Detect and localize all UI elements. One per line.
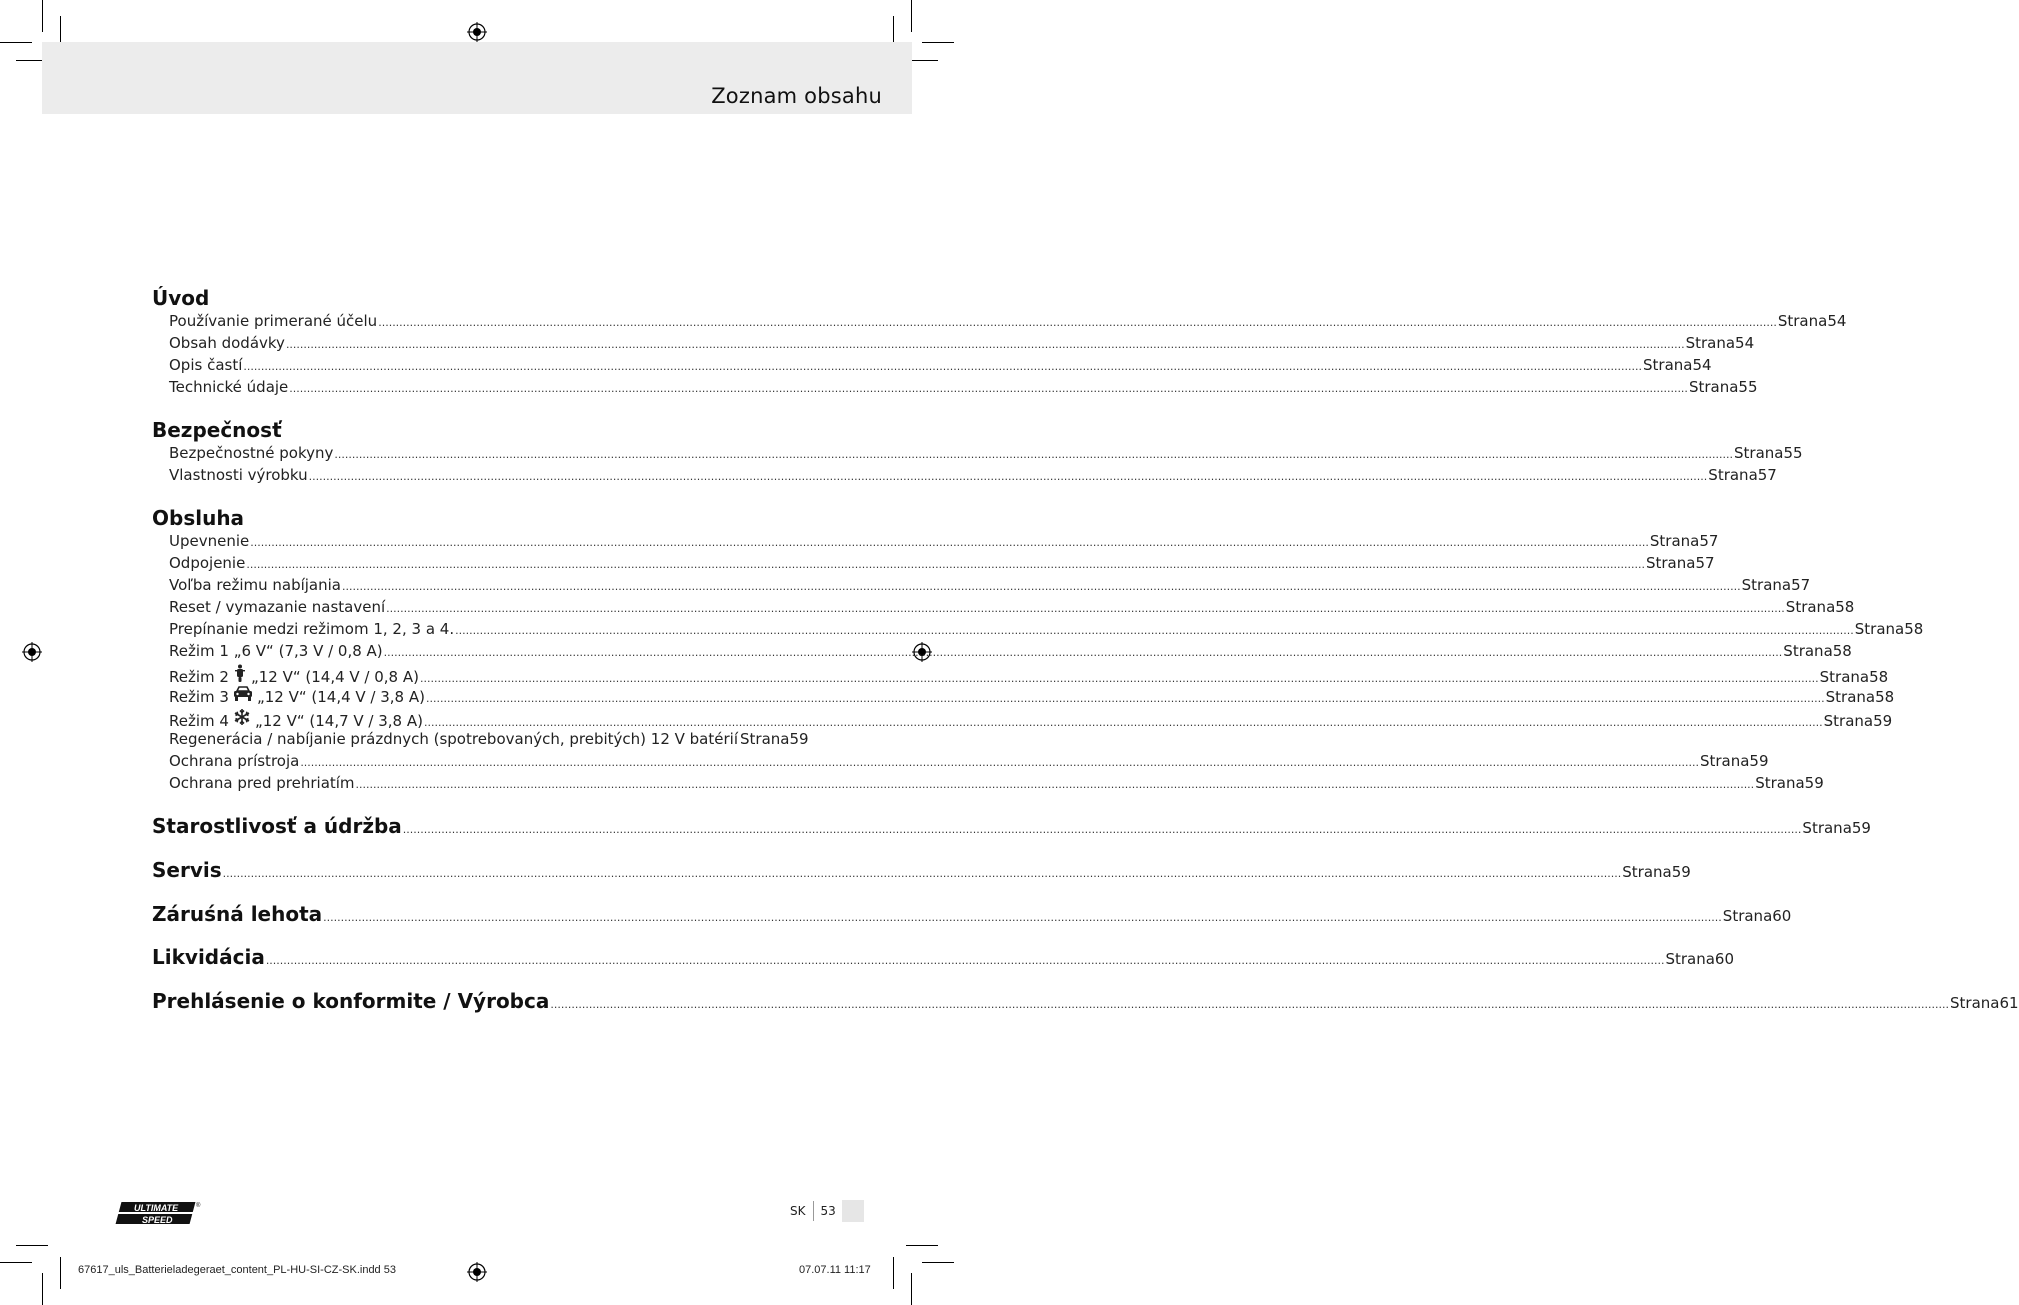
crop-mark [0, 42, 32, 43]
toc-entry-label: Režim 1 „6 V“ (7,3 V / 0,8 A) [169, 642, 383, 660]
toc-entry[interactable] [169, 730, 809, 750]
toc-entry[interactable] [169, 686, 1895, 706]
section-title-obsluha: Obsluha [152, 506, 245, 530]
toc-entry[interactable] [169, 708, 1893, 730]
toc-chapter-label: Záruśná lehota [152, 902, 323, 926]
toc-page-number: 61 [1999, 994, 2019, 1012]
toc-entry-label: „12 V“ (14,7 V / 3,8 A) [254, 712, 423, 730]
toc-strana: Strana [1785, 598, 1836, 616]
toc-page-number: 59 [1804, 774, 1824, 792]
toc-entry-prefix: Režim 3 [169, 688, 229, 706]
toc-entry-label: Používanie primerané účelu [169, 312, 378, 330]
dot-leader: ................................................................................................................................................................................................................................................................................................................................................................................................................ [285, 338, 1685, 351]
toc-strana: Strana [1685, 334, 1736, 352]
dot-leader: ................................................................................................................................................................................................................................................................................................................................................................................................................ [383, 646, 1783, 659]
toc-entry-label: Reset / vymazanie nastavení [169, 598, 386, 616]
toc-page-number: 57 [1791, 576, 1811, 594]
toc-strana: Strana [1643, 356, 1693, 374]
toc-entry[interactable] [169, 598, 1855, 618]
dot-leader: ................................................................................................................................................................................................................................................................................................................................................................................................................ [426, 692, 1825, 705]
car-icon [233, 686, 253, 702]
dot-leader: ................................................................................................................................................................................................................................................................................................................................................................................................................ [289, 382, 1688, 395]
section-title-uvod: Úvod [152, 286, 210, 310]
crop-mark [42, 0, 43, 32]
dot-leader: ................................................................................................................................................................................................................................................................................................................................................................................................................ [378, 316, 1777, 329]
crop-mark [906, 1245, 938, 1246]
toc-entry-label: Opis častí [169, 356, 243, 374]
page-title: Zoznam obsahu [711, 84, 882, 108]
toc-chapter[interactable] [152, 814, 1871, 838]
toc-entry-label: Odpojenie [169, 554, 246, 572]
toc-page-number: 59 [789, 730, 809, 748]
toc-chapter-label: Prehlásenie o konformite / Výrobca [152, 989, 550, 1013]
dot-leader: ................................................................................................................................................................................................................................................................................................................................................................................................................ [308, 470, 1708, 483]
dot-leader: ................................................................................................................................................................................................................................................................................................................................................................................................................ [455, 624, 1854, 637]
toc-page-number: 58 [1875, 688, 1895, 706]
toc-entry[interactable] [169, 334, 1755, 354]
dot-leader: ................................................................................................................................................................................................................................................................................................................................................................................................................ [300, 756, 1699, 769]
toc-entry-label: Technické údaje [169, 378, 289, 396]
registration-mark-icon [22, 642, 42, 662]
toc-entry[interactable] [169, 444, 1803, 464]
motorcycle-icon [233, 664, 247, 682]
toc-strana: Strana [1741, 576, 1792, 594]
page-footer [790, 1200, 864, 1222]
dot-leader: ................................................................................................................................................................................................................................................................................................................................................................................................................ [355, 778, 1755, 791]
toc-strana: Strana [1950, 994, 2000, 1012]
toc-entry[interactable] [169, 642, 1852, 662]
slug-date: 07.07.11 11:17 [799, 1264, 871, 1276]
toc-chapter-label: Likvidácia [152, 945, 265, 969]
toc-page-number: 58 [1832, 642, 1852, 660]
crop-mark [911, 0, 912, 32]
toc-entry[interactable] [169, 356, 1712, 376]
toc-strana: Strana [1854, 620, 1905, 638]
toc-entry[interactable] [169, 620, 1924, 640]
dot-leader: ................................................................................................................................................................................................................................................................................................................................................................................................................ [243, 360, 1643, 373]
toc-entry[interactable] [169, 378, 1758, 398]
toc-strana: Strana [1734, 444, 1784, 462]
footer-divider [813, 1201, 814, 1221]
section-title-bezpecnost: Bezpečnosť [152, 418, 282, 442]
dot-leader: ................................................................................................................................................................................................................................................................................................................................................................................................................ [402, 823, 1802, 836]
toc-strana: Strana [1645, 554, 1696, 572]
toc-page-number: 58 [1904, 620, 1924, 638]
toc-strana: Strana [1823, 712, 1874, 730]
dot-leader: ................................................................................................................................................................................................................................................................................................................................................................................................................ [386, 602, 1785, 615]
toc-strana: Strana [1755, 774, 1805, 792]
toc-chapter-label: Servis [152, 858, 222, 882]
dot-leader: ................................................................................................................................................................................................................................................................................................................................................................................................................ [265, 954, 1665, 967]
slug-filename: 67617_uls_Batterieladegeraet_content_PL-HU-SI-CZ-SK.indd 53 [78, 1264, 396, 1276]
toc-entry-prefix: Režim 2 [169, 668, 229, 686]
toc-entry-label: Vlastnosti výrobku [169, 466, 308, 484]
toc-entry-label: Ochrana pred prehriatím [169, 774, 355, 792]
toc-entry-label: Bezpečnostné pokyny [169, 444, 334, 462]
toc-entry[interactable] [169, 664, 1889, 686]
toc-strana: Strana [1649, 532, 1700, 550]
toc-strana: Strana [1777, 312, 1828, 330]
toc-entry-label: „12 V“ (14,4 V / 3,8 A) [256, 688, 425, 706]
toc-page-number: 60 [1714, 950, 1735, 968]
toc-strana: Strana [1783, 642, 1833, 660]
toc-page-number: 60 [1772, 907, 1792, 925]
dot-leader: ................................................................................................................................................................................................................................................................................................................................................................................................................ [222, 867, 1622, 880]
toc-page-number: 57 [1699, 532, 1719, 550]
dot-leader: ................................................................................................................................................................................................................................................................................................................................................................................................................ [550, 998, 1949, 1011]
toc-entry[interactable] [169, 312, 1847, 332]
toc-entry[interactable] [169, 774, 1824, 794]
toc-page-number: 54 [1827, 312, 1847, 330]
toc-page-number: 59 [1873, 712, 1893, 730]
toc-page-number: 55 [1738, 378, 1758, 396]
svg-text:®: ® [196, 1203, 201, 1209]
toc-strana: Strana [1688, 378, 1739, 396]
toc-entry[interactable] [169, 752, 1769, 772]
crop-mark [16, 1245, 48, 1246]
toc-strana: Strana [1825, 688, 1876, 706]
toc-entry-label: „12 V“ (14,4 V / 0,8 A) [250, 668, 419, 686]
snowflake-icon [233, 708, 251, 726]
toc-strana: Strana [1665, 950, 1715, 968]
ultimate-speed-logo [114, 1200, 202, 1226]
toc-entry-label: Regenerácia / nabíjanie prázdnych (spotrebovaných, prebitých) 12 V batérií [169, 730, 738, 748]
toc-entry-label: Voľba režimu nabíjania [169, 576, 341, 594]
toc-chapter-label: Starostlivosť a údržba [152, 814, 402, 838]
toc-chapter[interactable] [152, 858, 1691, 882]
crop-mark [60, 1257, 61, 1289]
toc-page-number: 54 [1735, 334, 1755, 352]
toc-entry-label: Obsah dodávky [169, 334, 285, 352]
crop-mark [911, 1273, 912, 1305]
toc-strana: Strana [1708, 466, 1758, 484]
toc-entry[interactable] [169, 576, 1811, 596]
toc-entry[interactable] [169, 554, 1715, 574]
toc-page-number: 57 [1757, 466, 1777, 484]
dot-leader: ................................................................................................................................................................................................................................................................................................................................................................................................................ [250, 536, 1649, 549]
crop-mark [893, 1257, 894, 1289]
toc-page-number: 59 [1749, 752, 1769, 770]
toc-page-number: 59 [1851, 819, 1871, 837]
toc-strana: Strana [1722, 907, 1773, 925]
toc-page-number: 59 [1671, 863, 1691, 881]
toc-page-number: 58 [1869, 668, 1889, 686]
dot-leader: ................................................................................................................................................................................................................................................................................................................................................................................................................ [420, 672, 1819, 685]
dot-leader: ................................................................................................................................................................................................................................................................................................................................................................................................................ [246, 558, 1645, 571]
toc-entry-label: Ochrana prístroja [169, 752, 300, 770]
crop-mark [922, 1262, 954, 1263]
toc-strana: Strana [1802, 819, 1852, 837]
toc-strana: Strana [1699, 752, 1750, 770]
language-code: SK [790, 1204, 806, 1218]
toc-page-number: 55 [1783, 444, 1803, 462]
toc-chapter[interactable] [152, 989, 2019, 1013]
toc-chapter[interactable] [152, 902, 1792, 926]
dot-leader: ................................................................................................................................................................................................................................................................................................................................................................................................................ [424, 716, 1823, 729]
dot-leader: ................................................................................................................................................................................................................................................................................................................................................................................................................ [342, 580, 1741, 593]
toc-strana: Strana [1622, 863, 1672, 881]
toc-chapter[interactable] [152, 945, 1735, 969]
toc-strana: Strana [1819, 668, 1870, 686]
registration-mark-icon [467, 22, 487, 42]
toc-entry-prefix: Režim 4 [169, 712, 229, 730]
toc-page-number: 57 [1695, 554, 1715, 572]
page-number: 53 [820, 1204, 836, 1218]
crop-mark [922, 42, 954, 43]
toc-entry-label: Prepínanie medzi režimom 1, 2, 3 a 4. [169, 620, 455, 638]
svg-text:ULTIMATE: ULTIMATE [134, 1203, 179, 1213]
crop-mark [42, 1273, 43, 1305]
dot-leader: ................................................................................................................................................................................................................................................................................................................................................................................................................ [334, 448, 1734, 461]
toc-entry[interactable] [169, 532, 1719, 552]
toc-page-number: 58 [1835, 598, 1855, 616]
dot-leader: ................................................................................................................................................................................................................................................................................................................................................................................................................ [323, 911, 1722, 924]
toc-entry-label: Upevnenie [169, 532, 250, 550]
toc-strana: Strana [740, 730, 790, 748]
crop-mark [0, 1262, 32, 1263]
registration-mark-icon [467, 1262, 487, 1282]
svg-text:SPEED: SPEED [142, 1215, 173, 1225]
toc-entry[interactable] [169, 466, 1777, 486]
toc-page-number: 54 [1692, 356, 1712, 374]
footer-tab [842, 1200, 864, 1222]
